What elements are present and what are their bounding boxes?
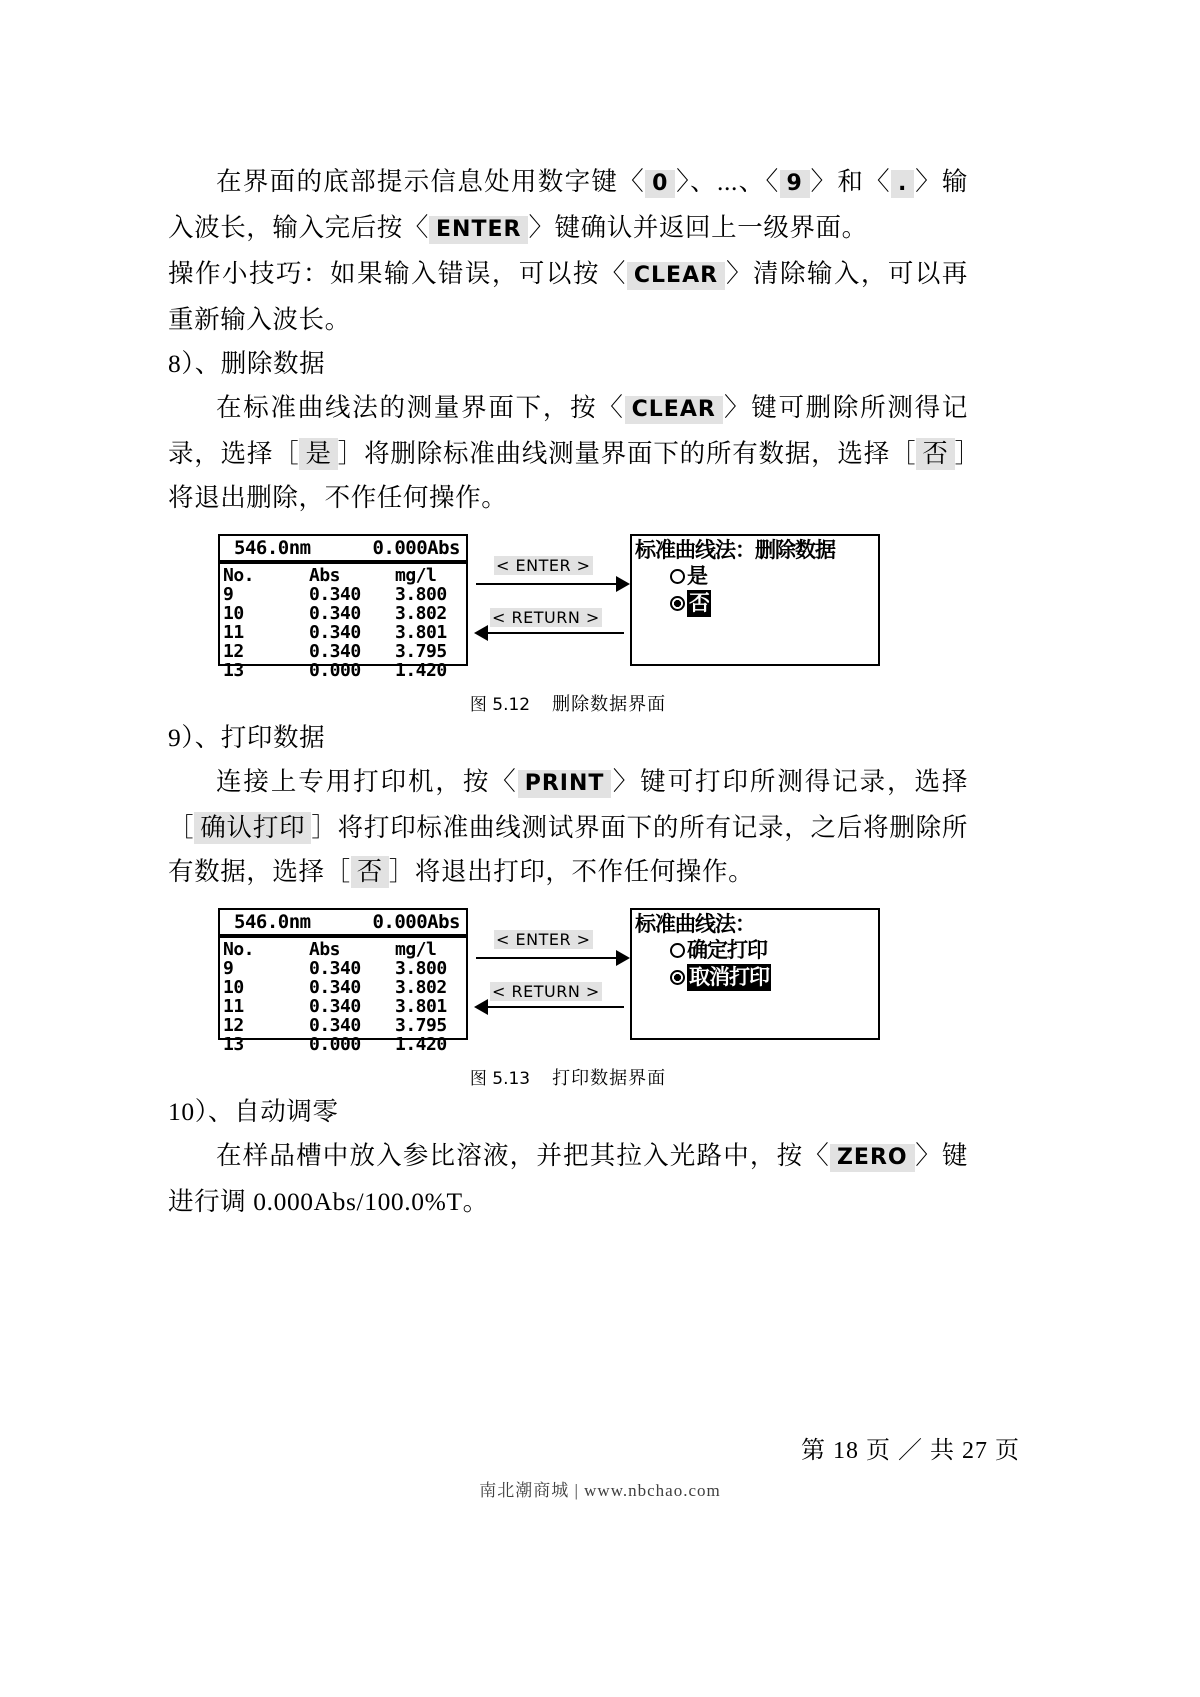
cell-no: 12: [223, 641, 244, 662]
text-run: 〉输入波长，输入完后按〈: [168, 167, 968, 242]
dialog-option-confirm-print[interactable]: [632, 937, 878, 964]
text-run: 在标准曲线法的测量界面下，按〈: [216, 393, 625, 422]
footer-site: 南北潮商城 | www.nbchao.com: [479, 1481, 721, 1500]
table-row: [223, 1016, 466, 1035]
figure-title: 删除数据界面: [552, 694, 667, 714]
text-run: 操作小技巧：如果输入错误，可以按〈: [168, 259, 627, 288]
text-run: 〉键可删除所测得记录，选择［: [168, 393, 968, 468]
table-row: [223, 959, 466, 978]
cell-conc: 3.800: [395, 584, 447, 605]
figure-number: 图 5.12: [469, 695, 531, 715]
arrow-label-return: < RETURN >: [492, 982, 600, 1001]
text-run: 〉键可打印所测得记录，选择［: [168, 767, 968, 842]
arrow-head-left-icon: [474, 999, 488, 1015]
lcd-header: [220, 910, 466, 938]
cell-abs: 0.340: [309, 622, 361, 643]
text-run: ］将打印标准曲线测试界面下的所有记录，之后将删除所有数据，选择［: [168, 813, 968, 886]
arrow-head-right-icon: [616, 950, 630, 966]
text-run: 〉和〈: [809, 167, 891, 196]
dialog-option-yes[interactable]: [632, 563, 878, 590]
radio-selected-icon: [670, 596, 685, 611]
table-header-row: [223, 940, 466, 959]
transition-arrows: [476, 930, 626, 1026]
cell-no: 10: [223, 603, 244, 624]
dialog-option-no[interactable]: [632, 590, 878, 617]
cell-conc: 1.420: [395, 1034, 447, 1055]
cell-abs: 0.340: [309, 958, 361, 979]
paragraph-wavelength-input: [168, 160, 968, 252]
arrow-line-forward: [476, 583, 624, 585]
key-9: 9: [780, 170, 810, 198]
arrow-head-right-icon: [616, 576, 630, 592]
text-run: 在样品槽中放入参比溶液，并把其拉入光路中，按〈: [216, 1141, 830, 1170]
figure-caption-5-13: [168, 1064, 968, 1090]
dialog-option-label: 取消打印: [689, 965, 769, 989]
lcd-wavelength: 546.0nm: [234, 537, 311, 559]
key-enter: ENTER: [429, 216, 528, 244]
radio-unselected-icon: [670, 943, 685, 958]
key-print: PRINT: [518, 770, 612, 798]
paragraph-auto-zero: [168, 1134, 968, 1224]
figure-title: 打印数据界面: [552, 1068, 667, 1088]
lcd-table: [220, 564, 466, 680]
figure-caption-5-12: [168, 690, 968, 716]
option-no: 否: [351, 856, 389, 888]
table-row: [223, 642, 466, 661]
text-run: 〉、...、〈: [675, 167, 780, 196]
option-confirm-print: 确认打印: [194, 812, 311, 844]
key-0: 0: [645, 170, 675, 198]
dialog-option-label: 确定打印: [687, 938, 767, 962]
table-row: [223, 997, 466, 1016]
cell-no: 13: [223, 1034, 244, 1055]
heading-9-print-data: 9）、打印数据: [168, 723, 326, 752]
arrow-label-enter: < ENTER >: [496, 556, 591, 575]
arrow-label-return: < RETURN >: [492, 608, 600, 627]
col-abs: Abs: [309, 565, 341, 586]
dialog-option-label: 否: [689, 591, 709, 615]
arrow-head-left-icon: [474, 625, 488, 641]
dialog-title: 标准曲线法：删除数据: [635, 538, 835, 562]
figure-number: 图 5.13: [469, 1069, 531, 1089]
paragraph-delete-data: [168, 386, 968, 520]
lcd-absorbance: 0.000Abs: [372, 537, 460, 559]
transition-arrows: [476, 556, 626, 652]
text-run: ］将退出删除，不作任何操作。: [168, 439, 968, 512]
option-no: 否: [916, 438, 954, 470]
arrow-line-forward: [476, 957, 624, 959]
lcd-delete-dialog: [630, 534, 880, 666]
cell-no: 9: [223, 958, 234, 979]
radio-selected-icon: [670, 970, 685, 985]
cell-conc: 3.801: [395, 622, 447, 643]
cell-abs: 0.000: [309, 1034, 361, 1055]
page-number: 第 18 页 ／ 共 27 页: [801, 1438, 1020, 1464]
table-row: [223, 978, 466, 997]
key-clear: CLEAR: [627, 262, 725, 290]
lcd-absorbance: 0.000Abs: [372, 911, 460, 933]
table-row: [223, 1035, 466, 1054]
col-no: No.: [223, 565, 255, 586]
cell-abs: 0.340: [309, 977, 361, 998]
heading-8-delete-data: 8）、删除数据: [168, 349, 326, 378]
key-dot: .: [891, 170, 914, 198]
col-conc: mg/l: [395, 939, 437, 960]
cell-no: 11: [223, 622, 244, 643]
table-header-row: [223, 566, 466, 585]
key-clear: CLEAR: [625, 396, 723, 424]
table-row: [223, 604, 466, 623]
cell-no: 9: [223, 584, 234, 605]
lcd-header: [220, 536, 466, 564]
text-run: ］将删除标准曲线测量界面下的所有数据，选择［: [337, 439, 917, 468]
table-row: [223, 585, 466, 604]
table-row: [223, 661, 466, 680]
lcd-measurement-screen: [218, 534, 468, 681]
cell-conc: 3.802: [395, 977, 447, 998]
table-row: [223, 623, 466, 642]
text-run: 〉键进行调 0.000Abs/100.0%T。: [168, 1141, 968, 1216]
cell-abs: 0.340: [309, 641, 361, 662]
cell-abs: 0.000: [309, 660, 361, 681]
cell-conc: 3.802: [395, 603, 447, 624]
lcd-table: [220, 938, 466, 1054]
cell-conc: 1.420: [395, 660, 447, 681]
text-run: 〉键确认并返回上一级界面。: [528, 213, 868, 242]
cell-conc: 3.800: [395, 958, 447, 979]
dialog-option-cancel-print[interactable]: [632, 964, 878, 991]
col-abs: Abs: [309, 939, 341, 960]
lcd-measurement-screen: [218, 908, 468, 1055]
arrow-label-enter: < ENTER >: [496, 930, 591, 949]
lcd-wavelength: 546.0nm: [234, 911, 311, 933]
cell-conc: 3.801: [395, 996, 447, 1017]
key-zero: ZERO: [830, 1144, 915, 1172]
cell-no: 10: [223, 977, 244, 998]
figure-5-13: [168, 908, 968, 1058]
cell-conc: 3.795: [395, 641, 447, 662]
col-no: No.: [223, 939, 255, 960]
arrow-line-back: [476, 632, 624, 634]
cell-conc: 3.795: [395, 1015, 447, 1036]
arrow-line-back: [476, 1006, 624, 1008]
text-run: ］将退出打印，不作任何操作。: [388, 857, 755, 886]
radio-unselected-icon: [670, 569, 685, 584]
col-conc: mg/l: [395, 565, 437, 586]
cell-no: 13: [223, 660, 244, 681]
text-run: 在界面的底部提示信息处用数字键〈: [216, 167, 646, 196]
dialog-option-label: 是: [687, 564, 707, 588]
paragraph-print-data: [168, 760, 968, 894]
heading-10-auto-zero: 10）、自动调零: [168, 1097, 339, 1126]
figure-5-12: [168, 534, 968, 684]
cell-abs: 0.340: [309, 1015, 361, 1036]
dialog-title: 标准曲线法：: [635, 912, 755, 936]
cell-abs: 0.340: [309, 603, 361, 624]
page-content: [168, 160, 968, 1224]
paragraph-tip-clear: [168, 252, 968, 342]
lcd-print-dialog: [630, 908, 880, 1040]
cell-abs: 0.340: [309, 584, 361, 605]
text-run: 连接上专用打印机，按〈: [216, 767, 518, 796]
cell-no: 11: [223, 996, 244, 1017]
option-yes: 是: [299, 438, 337, 470]
cell-abs: 0.340: [309, 996, 361, 1017]
text-run: 〉清除输入，可以再重新输入波长。: [168, 259, 969, 334]
cell-no: 12: [223, 1015, 244, 1036]
